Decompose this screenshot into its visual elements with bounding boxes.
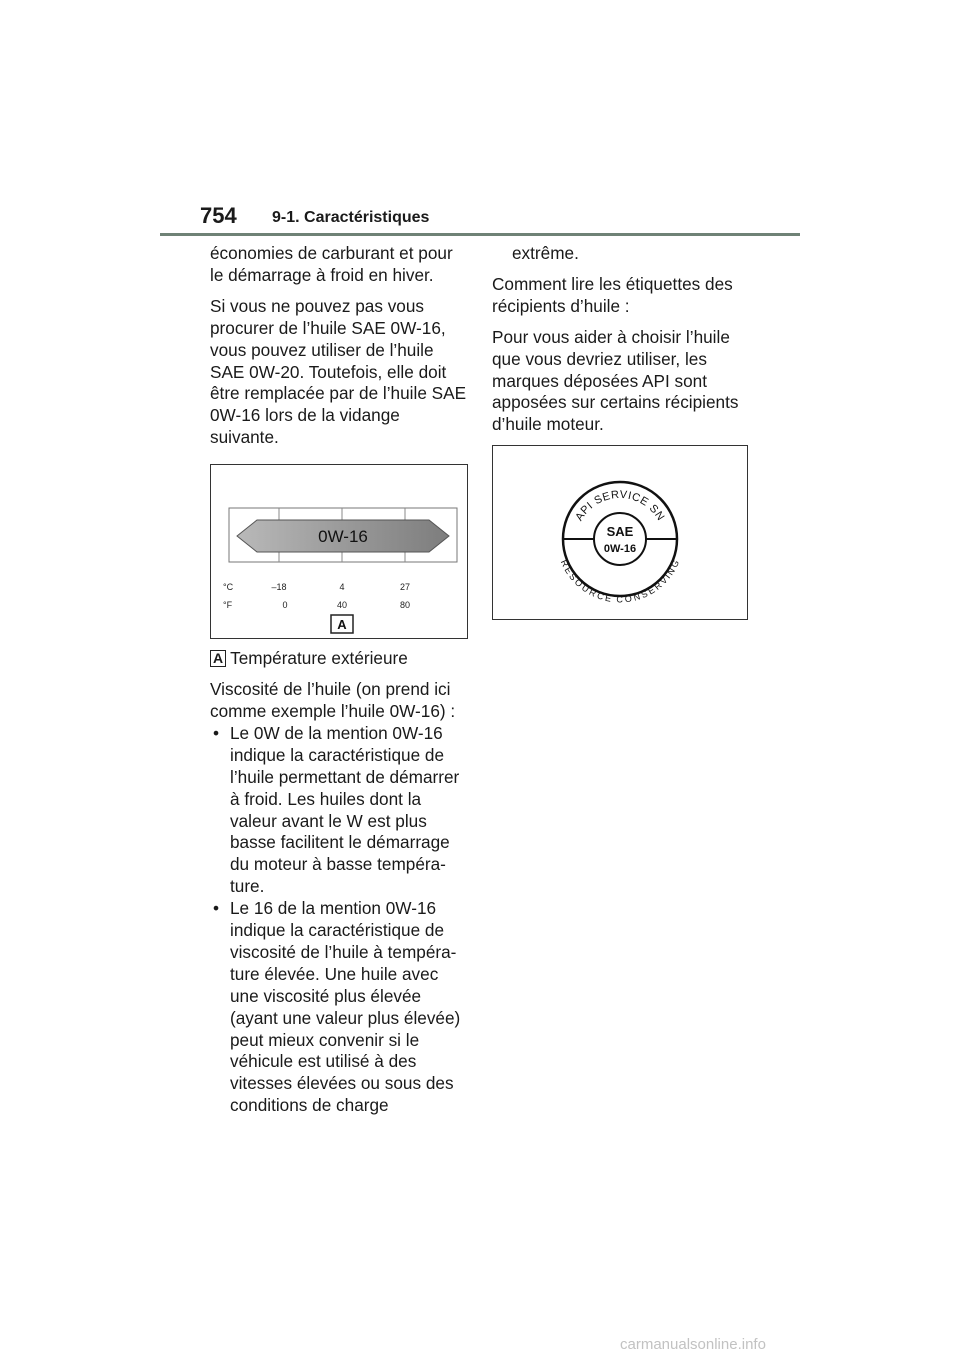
section-title: 9-1. Caractéristiques	[272, 209, 430, 226]
bullet-text: Le 0W de la mention 0W-16 indique la caractéristique de l’huile permettant de démarrer à froid. Les huiles dont la valeur avant le W est plus basse facilitent le démarrage du moteur à basse tempéra-ture.	[230, 722, 460, 897]
fahrenheit-tick-1: 0	[282, 600, 288, 611]
api-center-sae: SAE	[606, 524, 634, 540]
temperature-range-diagram	[211, 465, 467, 638]
bullet-marker: •	[213, 722, 220, 743]
fahrenheit-unit: °F	[223, 600, 233, 611]
right-paragraph-1: Comment lire les étiquettes des récipients d’huile :	[492, 273, 733, 316]
fahrenheit-tick-3: 80	[399, 600, 411, 611]
left-paragraph-3: Viscosité de l’huile (on prend ici comme exemple l’huile 0W-16) :	[210, 679, 456, 721]
api-top-arc-path: API SERVICE SN	[573, 489, 667, 524]
api-service-symbol	[493, 446, 747, 619]
celsius-tick-1: –18	[271, 582, 287, 593]
header-rule	[160, 233, 800, 236]
list-item	[210, 898, 470, 1117]
right-column	[492, 243, 754, 620]
page-header	[0, 0, 960, 240]
inner-circle	[594, 513, 646, 565]
celsius-unit: °C	[223, 582, 234, 593]
left-paragraph-1: économies de carburant et pour le démarrage à froid en hiver.	[210, 243, 453, 285]
bullet-marker: •	[213, 898, 220, 919]
figure-caption	[210, 648, 470, 670]
celsius-tick-3: 27	[399, 582, 411, 593]
band-label: 0W-16	[318, 527, 368, 547]
left-paragraph-2: Si vous ne pouvez pas vous procurer de l’huile SAE 0W-16, vous pouvez utiliser de l’huile SAE 0W-20. Toutefois, elle doit être remplacée par de l’huile SAE 0W-16 lors de la vidange suivante.	[210, 295, 467, 448]
api-bottom-arc-path: RESOURCE CONSERVING	[558, 558, 682, 605]
continuation-text: extrême.	[512, 243, 579, 263]
left-column	[210, 243, 470, 1117]
bullet-text: Le 16 de la mention 0W-16 indique la caractéristique de viscosité de l’huile à tempéra-ture élevée. Une huile avec une viscosité plus élevée (ayant une valeur plus élevée) peut mieux convenir si le véhicule est utilisé à des vitesses élevées ou sous des conditions de charge	[230, 898, 461, 1116]
api-center-grade: 0W-16	[603, 543, 637, 556]
caption-marker: A	[210, 650, 226, 667]
list-item	[210, 723, 470, 898]
page-number: 754	[200, 203, 237, 228]
caption-text: Température extérieure	[230, 648, 408, 669]
temperature-figure	[210, 464, 468, 639]
callout-letter: A	[337, 617, 347, 633]
right-paragraph-2: Pour vous aider à choisir l’huile que vous devriez utiliser, les marques déposées API sont apposées sur certains récipients d’huile moteur.	[492, 326, 739, 435]
watermark: carmanualsonline.info	[620, 1336, 766, 1353]
celsius-tick-2: 4	[339, 582, 345, 593]
api-symbol-figure	[492, 445, 748, 620]
fahrenheit-tick-2: 40	[336, 600, 348, 611]
bullet-list	[210, 723, 470, 1117]
